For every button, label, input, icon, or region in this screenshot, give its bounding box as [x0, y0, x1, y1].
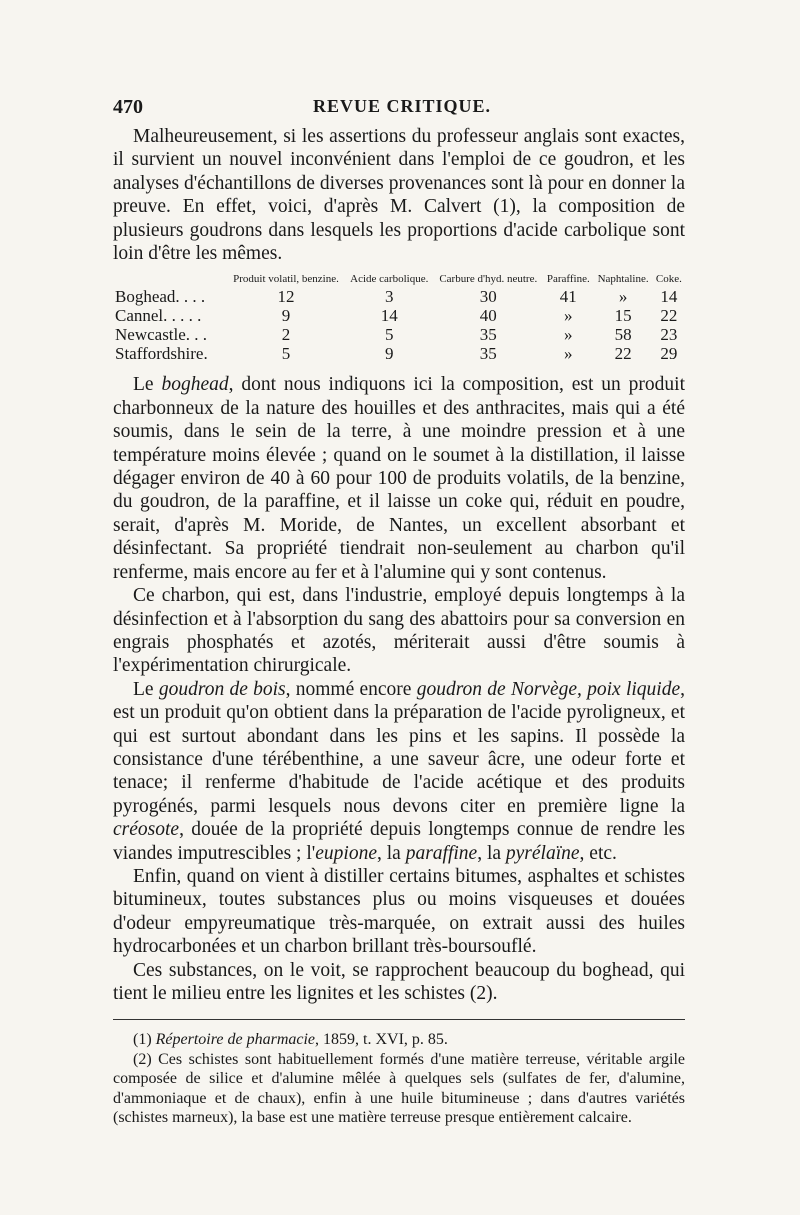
paragraph-4 — [113, 678, 685, 865]
table-cell: 29 — [660, 344, 678, 364]
paragraph-6: Ces substances, on le voit, se rapprochent beaucoup du boghead, qui tient le milieu entre les lignites et les schistes (2). — [113, 959, 685, 1004]
table-cell: » — [618, 287, 628, 307]
paragraph-2 — [113, 373, 685, 584]
table-header-row — [113, 274, 685, 287]
paragraph-3: Ce charbon, qui est, dans l'industrie, employé depuis longtemps à la désinfection et à l'absorption du sang des abattoirs pour sa conversion en engrais phosphatés et azotés, mériterait aussi d'être soumis à l'expérimentation chirurgicale. — [113, 585, 685, 677]
table-cell: 22 — [660, 306, 678, 326]
table-cell: 22 — [614, 344, 632, 364]
italic-term: goudron de Norvège, poix liquide — [416, 678, 681, 700]
italic-term: goudron de bois — [158, 678, 286, 700]
table-cell: 14 — [380, 306, 398, 326]
body-text — [113, 125, 685, 1128]
italic-term: pyrélaïne — [505, 842, 580, 864]
journal-title: REVUE CRITIQUE. — [312, 96, 492, 116]
table-cell: 5 — [281, 344, 291, 364]
text-run: , nommé encore — [285, 678, 417, 700]
row-label: Newcastle. . . — [115, 325, 208, 345]
text-run: Le — [133, 374, 162, 396]
table-cell: 23 — [660, 325, 678, 345]
column-header: Acide carbolique. — [350, 273, 429, 286]
column-header: Paraffine. — [546, 273, 590, 286]
table-cell: 41 — [559, 287, 577, 307]
table-cell: » — [564, 325, 573, 345]
table-cell: 15 — [614, 306, 632, 326]
footnote-divider — [113, 1019, 685, 1020]
table-cell: 35 — [479, 325, 497, 345]
text-run: , etc. — [579, 842, 617, 864]
paragraph-5: Enfin, quand on vient à distiller certains bitumes, asphaltes et schistes bitumineux, toutes substances plus ou moins visqueuses et douées d'odeur empyreumatique très-marquée, on extrait aussi des huiles hydrocarbonées et un charbon brillant très-boursouflé. — [113, 865, 685, 958]
text-run: , douée de la propriété depuis longtemps connue de rendre les viandes imputrescibles ; l' — [113, 819, 685, 864]
column-header: Produit volatil, benzine. — [233, 273, 339, 286]
text-run: (1) — [133, 1031, 156, 1049]
table-row — [113, 287, 685, 306]
italic-term: eupione — [315, 842, 377, 864]
table-cell: 14 — [660, 287, 678, 307]
row-label: Boghead. . . . — [115, 287, 206, 307]
table-cell: 2 — [281, 325, 291, 345]
table-cell: » — [564, 306, 573, 326]
table-corner — [113, 274, 227, 287]
page-number: 470 — [113, 96, 143, 118]
italic-term: Répertoire de pharmacie — [155, 1031, 316, 1049]
text-run: , 1859, t. XVI, p. 85. — [315, 1031, 448, 1049]
text-run: , est un produit qu'on obtient dans la préparation de l'acide pyroligneux, et qui est surtout abondant dans les pins et les sapins. Il possède la consistance d'une térébenthine, a une saveur âcre, une odeur forte et tenace; il renferme d'habitude de l'acide acétique et des produits pyrogénés, parmi lesquels nous devons citer en première ligne la — [113, 678, 685, 817]
row-label: Cannel. . . . . — [115, 306, 202, 326]
row-label: Staffordshire. — [115, 344, 208, 364]
table-row — [113, 325, 685, 344]
table-cell: 35 — [479, 344, 497, 364]
table-cell: 40 — [479, 306, 497, 326]
table-cell: 12 — [277, 287, 295, 307]
table-cell: » — [564, 344, 573, 364]
paragraph-1: Malheureusement, si les assertions du professeur anglais sont exactes, il survient un nouvel inconvénient dans l'emploi de ce goudron, et les analyses d'échantillons de diverses provenances sont là pour en donner la preuve. En effet, voici, d'après M. Calvert (1), la composition de plusieurs goudrons dans lesquels les proportions d'acide carbolique sont loin d'être les mêmes. — [113, 126, 685, 265]
table-cell: 58 — [614, 325, 632, 345]
italic-term: boghead — [161, 374, 229, 396]
footnotes — [113, 1030, 685, 1128]
running-head — [113, 96, 691, 122]
text-run: , dont nous indiquons ici la composition, est un produit charbonneux de la nature des houilles et des anthracites, mais qui a été soumis, dans le sein de la terre, à une moindre pression et à une température moins élevée ; quand on le soumet à la distillation, il laisse dégager environ de 40 à 60 pour 100 de produits volatils, de la benzine, du goudron, de la paraffine, et il laisse un coke qui, réduit en poudre, serait, d'après M. Moride, de Nantes, un excellent absorbant et désinfectant. Sa propriété tiendrait non-seulement au charbon qu'il renferme, mais encore au fer et à l'alumine qui y sont contenus. — [113, 374, 685, 583]
column-header: Carbure d'hyd. neutre. — [439, 273, 538, 286]
table-cell: 9 — [281, 306, 291, 326]
footnote-2: (2) Ces schistes sont habituellement formés d'une matière terreuse, véritable argile composée de silice et d'alumine mêlée à quelques sels (sulfates de fer, d'alumine, d'ammoniaque et de chaux), enfin à une huile bitumineuse ; dans d'autres variétés (schistes marneux), la base est une matière terreuse presque entièrement calcaire. — [113, 1050, 685, 1127]
table-cell: 9 — [384, 344, 394, 364]
column-header: Coke. — [655, 273, 682, 286]
italic-term: paraffine — [405, 842, 478, 864]
table-cell: 30 — [479, 287, 497, 307]
table-cell: 5 — [384, 325, 394, 345]
footnote-1 — [113, 1030, 685, 1050]
table-row — [113, 306, 685, 325]
italic-term: créosote — [113, 819, 180, 841]
text-run: , la — [477, 842, 506, 864]
text-run: , la — [377, 842, 406, 864]
table-row — [113, 344, 685, 363]
text-run: Le — [133, 678, 159, 700]
column-header: Naphtaline. — [597, 273, 649, 286]
table-cell: 3 — [384, 287, 394, 307]
composition-table — [113, 274, 685, 363]
